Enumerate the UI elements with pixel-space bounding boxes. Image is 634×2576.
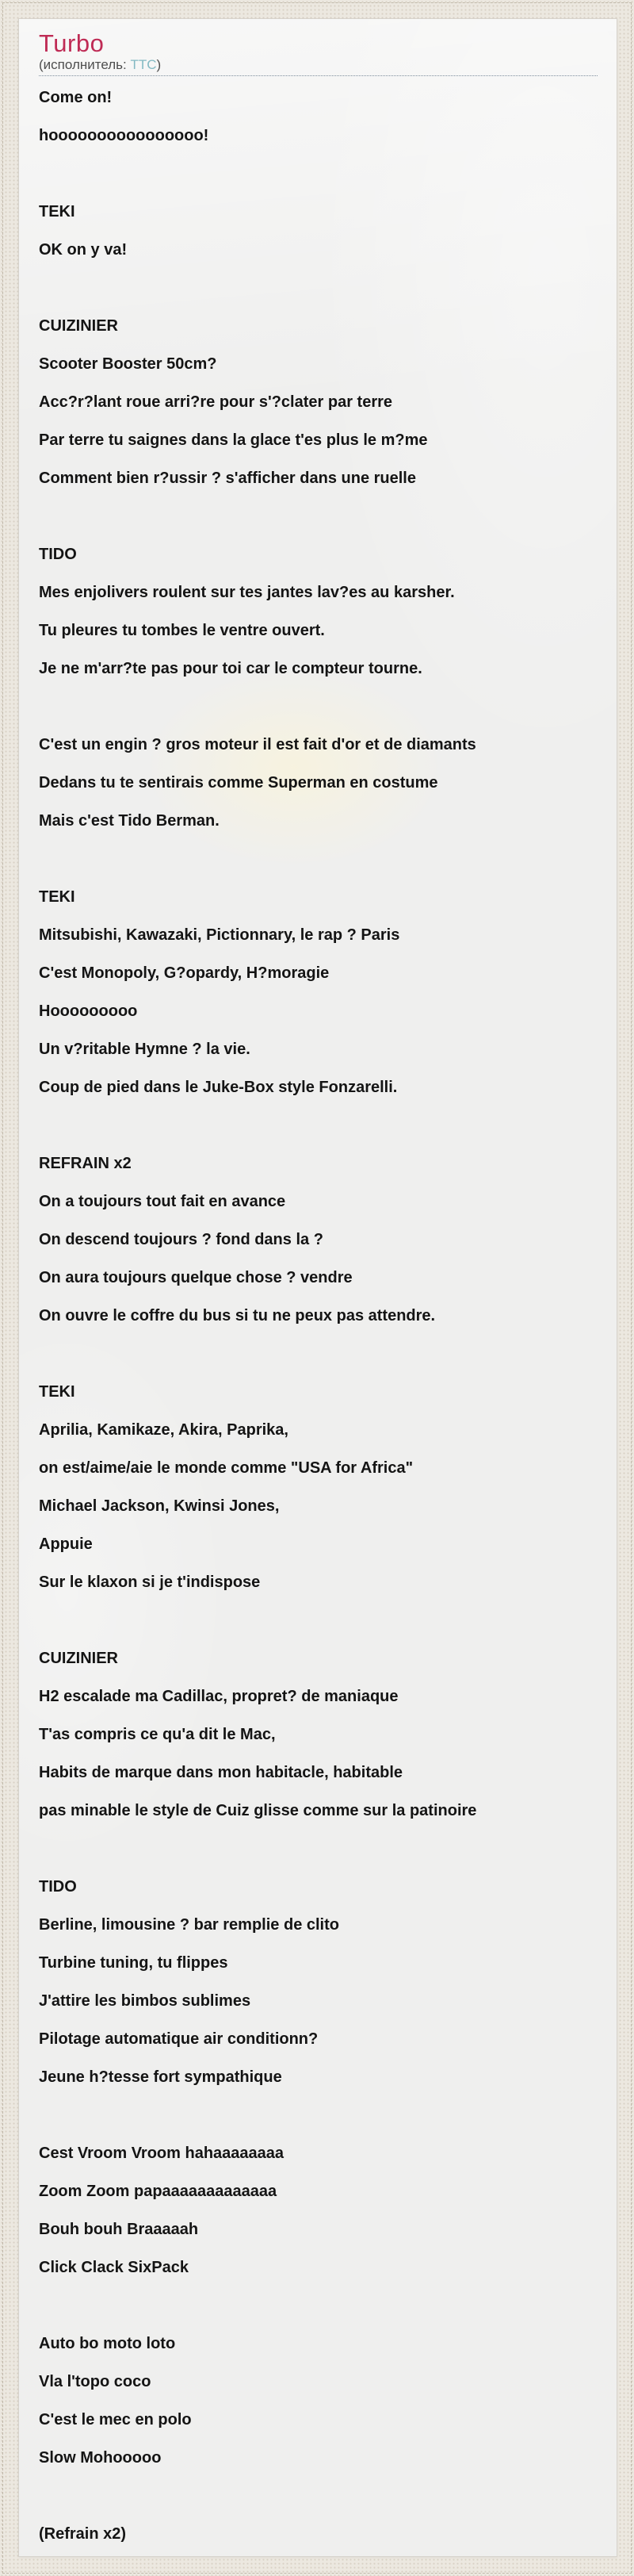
lyric-line: Sur le klaxon si je t'indispose [39,1574,261,1591]
lyric-line: (Refrain x2) [39,2525,127,2543]
blank-line [39,2106,598,2144]
lyric-line: On a toujours tout fait en avance [39,1193,286,1210]
blank-line [39,1116,598,1154]
lyric-line: Tu pleures tu tombes le ventre ouvert. [39,622,325,639]
lyric-line: Michael Jackson, Kwinsi Jones, [39,1497,280,1515]
lyric-line: On descend toujours ? fond dans la ? [39,1231,323,1248]
blank-line [39,849,598,887]
lyric-line: C'est le mec en polo [39,2411,192,2428]
blank-line [39,697,598,735]
lyric-line: pas minable le style de Cuiz glisse comme sur la patinoire [39,1802,477,1819]
lyric-line: TIDO [39,546,77,563]
lyric-line: Vla l'topo coco [39,2373,151,2390]
lyric-line: Mitsubishi, Kawazaki, Pictionnary, le rap ? Paris [39,926,400,944]
lyric-line: Turbine tuning, tu flippes [39,1954,228,1972]
lyric-line: on est/aime/aie le monde comme "USA for Africa" [39,1459,414,1477]
lyric-line: Aprilia, Kamikaze, Akira, Paprika, [39,1421,288,1439]
lyric-line: T'as compris ce qu'a dit le Mac, [39,1726,276,1743]
lyric-line: C'est un engin ? gros moteur il est fait d'or et de diamants [39,736,476,753]
lyric-line: CUIZINIER [39,317,118,335]
artist-label: (исполнитель: [39,57,127,72]
blank-line [39,2486,598,2524]
lyric-line: TEKI [39,203,75,220]
lyric-line: TEKI [39,888,75,906]
lyric-line: Scooter Booster 50cm? [39,355,217,373]
lyric-line: Coup de pied dans le Juke-Box style Fonzarelli. [39,1079,398,1096]
lyric-line: Je ne m'arr?te pas pour toi car le compteur tourne. [39,660,422,677]
blank-line [39,1344,598,1382]
lyric-line: C'est Monopoly, G?opardy, H?moragie [39,964,330,982]
lyric-line: Un v?ritable Hymne ? la vie. [39,1041,250,1058]
lyric-line: Click Clack SixPack [39,2259,189,2276]
lyric-line: Mes enjolivers roulent sur tes jantes lav?es au karsher. [39,584,455,601]
lyric-line: REFRAIN x2 [39,1155,132,1172]
lyric-line: Hooooooooo [39,1002,138,1020]
lyric-line: CUIZINIER [39,1650,118,1667]
page-title: Turbo [39,29,105,57]
blank-line [39,164,598,202]
lyric-line: Slow Mohooooo [39,2449,162,2467]
lyric-line: H2 escalade ma Cadillac, propret? de maniaque [39,1688,399,1705]
lyric-line: Par terre tu saignes dans la glace t'es plus le m?me [39,431,428,449]
lyric-line: Come on! [39,89,113,106]
artist-close-paren: ) [156,57,162,72]
blank-line [39,507,598,545]
lyric-line: On ouvre le coffre du bus si tu ne peux pas attendre. [39,1307,436,1324]
lyric-line: OK on y va! [39,241,128,259]
lyric-line: Auto bo moto loto [39,2335,176,2352]
blank-line [39,278,598,316]
lyric-line: Berline, limousine ? bar remplie de clito [39,1916,339,1934]
lyric-line: Comment bien r?ussir ? s'afficher dans une ruelle [39,470,416,487]
lyric-line: Dedans tu te sentirais comme Superman en costume [39,774,438,792]
lyric-line: Acc?r?lant roue arri?re pour s'?clater par terre [39,393,393,411]
lyric-line: TIDO [39,1878,77,1896]
lyric-line: Appuie [39,1535,93,1553]
lyrics-card [18,18,617,2557]
lyric-line: On aura toujours quelque chose ? vendre [39,1269,353,1286]
lyric-line: Zoom Zoom papaaaaaaaaaaaaa [39,2183,277,2200]
blank-line [39,1611,598,1649]
card-content [19,19,617,2563]
lyric-line: Cest Vroom Vroom hahaaaaaaaa [39,2145,285,2162]
lyric-line: Habits de marque dans mon habitacle, habitable [39,1764,403,1781]
lyric-line: Bouh bouh Braaaaah [39,2221,199,2238]
lyric-line: J'attire les bimbos sublimes [39,1992,251,2010]
lyric-line: Pilotage automatique air conditionn? [39,2030,319,2048]
artist-link[interactable]: TTC [130,57,157,72]
lyric-line: hoooooooooooooooo! [39,127,209,144]
lyric-line: TEKI [39,1383,75,1401]
lyrics [39,88,598,2563]
blank-line [39,1839,598,1877]
artist-line [39,57,598,76]
lyric-line: Jeune h?tesse fort sympathique [39,2068,282,2086]
lyric-line: Mais c'est Tido Berman. [39,812,220,830]
header [39,30,598,76]
blank-line [39,2296,598,2334]
